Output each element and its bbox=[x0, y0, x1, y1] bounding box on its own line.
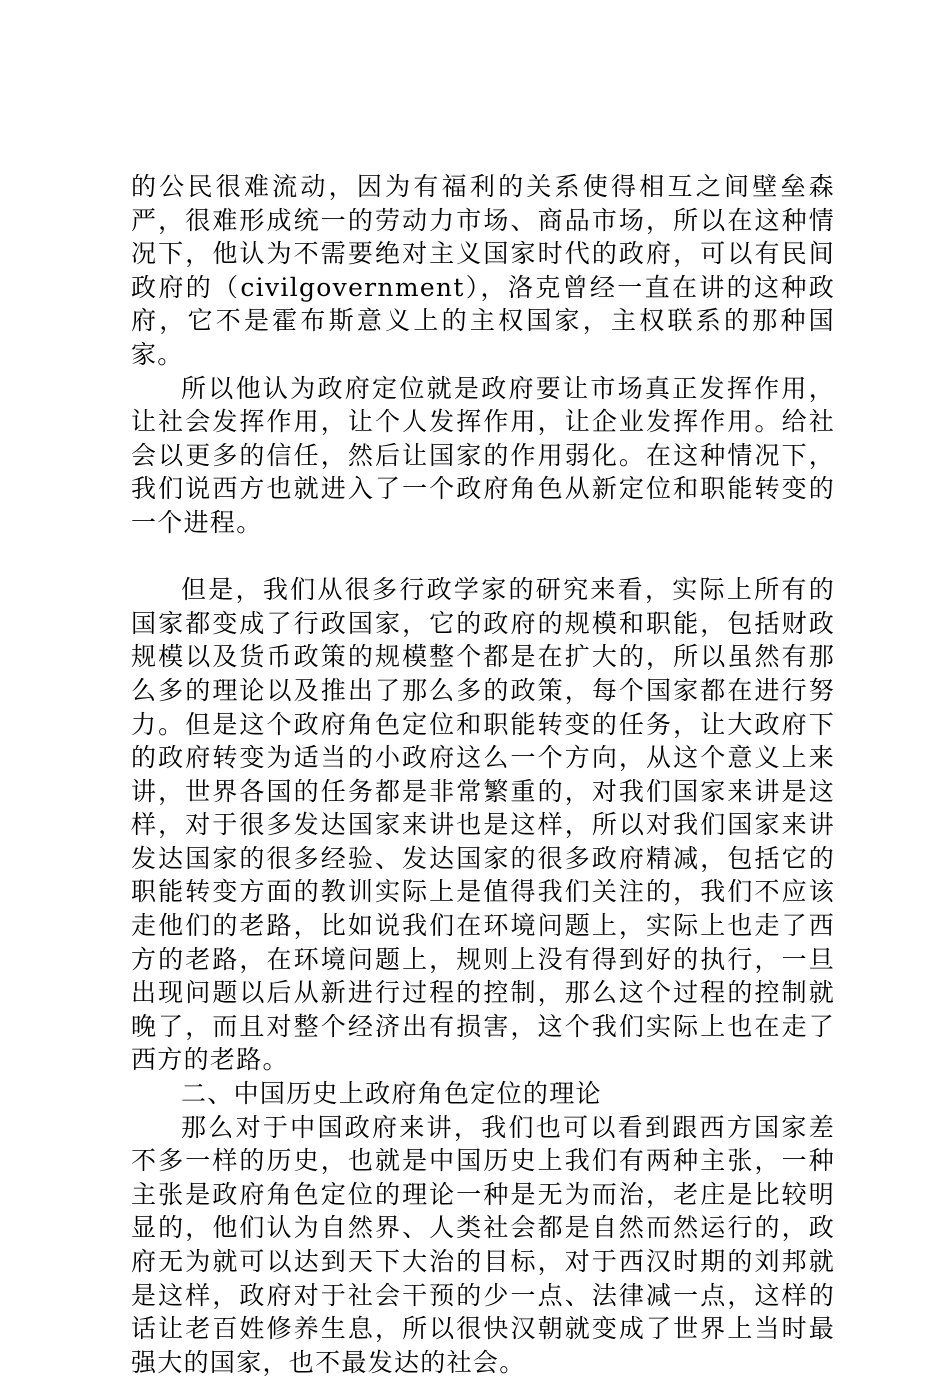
paragraph: 那么对于中国政府来讲，我们也可以看到跟西方国家差不多一样的历史，也就是中国历史上我们有两种主张，一种主张是政府角色定位的理论一种是无为而治，老庄是比较明显的，他们认为自然界、人类社会都是自然而然运行的，政府无为就可以达到天下大治的目标，对于西汉时期的刘邦就是这样，政府对于社会干预的少一点、法律减一点，这样的话让老百姓修养生息，所以很快汉朝就变成了世界上当时最强大的国家，也不最发达的社会。 bbox=[131, 1112, 835, 1377]
paragraph: 但是，我们从很多行政学家的研究来看，实际上所有的国家都变成了行政国家，它的政府的规模和职能，包括财政规模以及货币政策的规模整个都是在扩大的，所以虽然有那么多的理论以及推出了那么多的政策，每个国家都在进行努力。但是这个政府角色定位和职能转变的任务，让大政府下的政府转变为适当的小政府这么一个方向，从这个意义上来讲，世界各国的任务都是非常繁重的，对我们国家来讲是这样，对于很多发达国家来讲也是这样，所以对我们国家来讲发达国家的很多经验、发达国家的很多政府精减，包括它的职能转变方面的教训实际上是值得我们关注的，我们不应该走他们的老路，比如说我们在环境问题上，实际上也走了西方的老路，在环境问题上，规则上没有得到好的执行，一旦出现问题以后从新进行过程的控制，那么这个过程的控制就晚了，而且对整个经济出有损害，这个我们实际上也在走了西方的老路。 bbox=[131, 575, 835, 1075]
section-heading: 二、中国历史上政府角色定位的理论 bbox=[181, 1079, 602, 1109]
paragraph: 所以他认为政府定位就是政府要让市场真正发挥作用，让社会发挥作用，让个人发挥作用，让企业发挥作用。给社会以更多的信任，然后让国家的作用弱化。在这种情况下，我们说西方也就进入了一个政府角色从新定位和职能转变的一个进程。 bbox=[131, 373, 835, 537]
paragraph-continued: 的公民很难流动，因为有福利的关系使得相互之间壁垒森严，很难形成统一的劳动力市场、商品市场，所以在这种情况下，他认为不需要绝对主义国家时代的政府，可以有民间政府的（civilgovernment），洛克曾经一直在讲的这种政府，它不是霍布斯意义上的主权国家，主权联系的那种国家。 bbox=[131, 172, 835, 369]
paragraph-spacer bbox=[131, 540, 835, 574]
document-body bbox=[131, 170, 835, 1379]
